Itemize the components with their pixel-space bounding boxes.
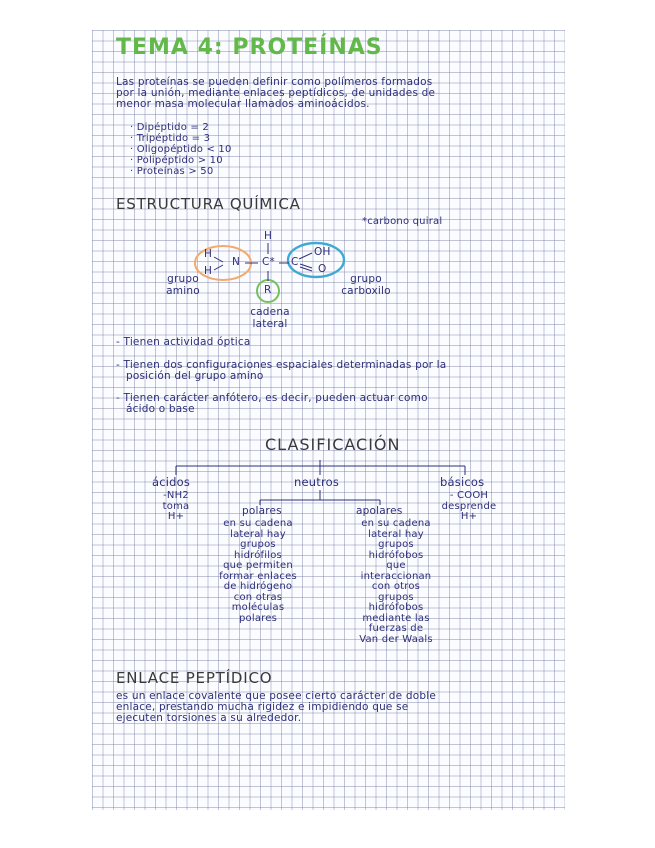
structure-heading: ESTRUCTURA QUÍMICA [116, 195, 301, 213]
property-amphoteric-line-2: ácido o base [126, 403, 195, 415]
list-item: · Dipéptido = 2 [130, 122, 209, 133]
peptide-bond-line-1: es un enlace covalente que posee cierto carácter de doble [116, 690, 436, 702]
peptide-bond-line-2: enlace, prestando mucha rigidez e impidiendo que se [116, 701, 409, 713]
chiral-carbon-note: *carbono quiral [362, 216, 443, 227]
label-grupo-carboxilo: grupo carboxilo [341, 273, 391, 297]
property-amphoteric-line-1: - Tienen carácter anfótero, es decir, pueden actuar como [116, 392, 428, 404]
property-optical-activity: - Tienen actividad óptica [116, 336, 251, 348]
intro-line-2: por la unión, mediante enlaces peptídicos, de unidades de [116, 87, 436, 99]
polares-notes: en su cadena lateral hay grupos hidrófilos que permiten formar enlaces de hidrógeno con otras moléculas polares [219, 518, 297, 624]
acidos-notes: -NH2 toma H+ [162, 490, 190, 522]
atom-o: O [318, 263, 327, 275]
basicos-notes: - COOH desprende H+ [441, 490, 497, 522]
intro-line-3: menor masa molecular llamados aminoácidos. [116, 98, 370, 110]
list-item: · Tripéptido = 3 [130, 133, 211, 144]
atom-h-top: H [264, 230, 273, 242]
category-neutros: neutros [294, 475, 340, 489]
list-item: · Proteínas > 50 [130, 166, 214, 177]
atom-h1: H [204, 248, 213, 260]
atom-c: C [291, 256, 299, 268]
atom-oh: OH [314, 246, 331, 258]
atom-h2: H [204, 265, 213, 277]
peptide-bond-line-3: ejecuten torsiones a su alrededor. [116, 712, 302, 724]
list-item: · Oligopéptido < 10 [130, 144, 232, 155]
apolares-notes: en su cadena lateral hay grupos hidrófobos que interaccionan con otros grupos hidrófobos mediante las fuerzas de Van der Waals [359, 518, 433, 645]
intro-line-1: Las proteínas se pueden definir como polímeros formados [116, 76, 433, 88]
label-cadena-lateral: cadena lateral [250, 306, 290, 330]
atom-c-star: C* [262, 256, 275, 268]
category-basicos: básicos [440, 475, 485, 489]
category-polares: polares [242, 505, 282, 517]
list-item: · Polipéptido > 10 [130, 155, 223, 166]
property-configurations-line-1: - Tienen dos configuraciones espaciales determinadas por la [116, 359, 447, 371]
category-acidos: ácidos [152, 475, 191, 489]
atom-r: R [264, 284, 272, 296]
label-grupo-amino: grupo amino [166, 273, 200, 297]
peptide-bond-heading: ENLACE PEPTÍDICO [116, 669, 273, 687]
classification-heading: CLASIFICACIÓN [265, 435, 401, 454]
property-configurations-line-2: posición del grupo amino [126, 370, 264, 382]
page-title: TEMA 4: PROTEÍNAS [116, 35, 383, 60]
category-apolares: apolares [356, 505, 403, 517]
atom-n: N [232, 256, 241, 268]
